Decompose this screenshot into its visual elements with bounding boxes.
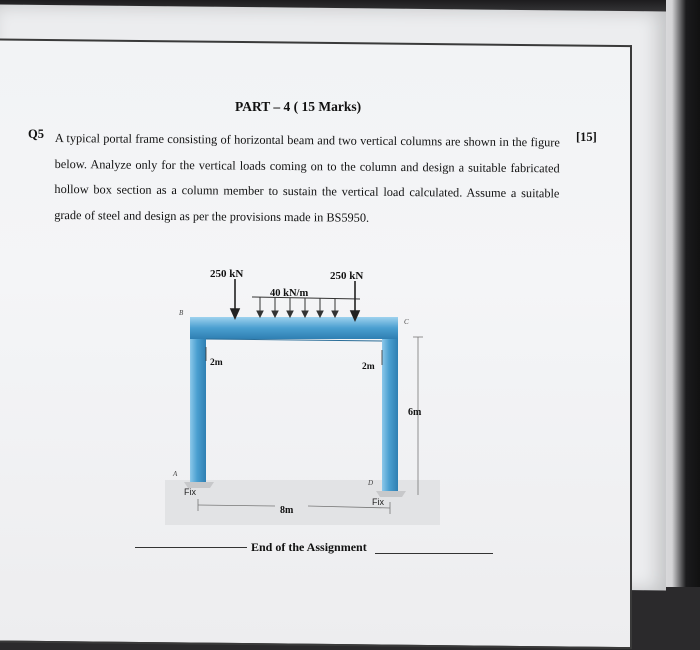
udl-label: 40 kN/m <box>270 288 309 299</box>
end-of-assignment <box>135 540 495 560</box>
part-heading: PART – 4 ( 15 Marks) <box>235 99 362 114</box>
point-load-right-label: 250 kN <box>330 270 364 282</box>
question-marks: [15] <box>576 130 597 144</box>
right-column <box>382 321 398 491</box>
node-a-label: A <box>173 470 178 478</box>
point-load-left-label: 250 kN <box>210 268 244 280</box>
dim-left-label: 2m <box>210 358 223 368</box>
dim-right-label: 2m <box>362 362 375 372</box>
height-label: 6m <box>408 407 422 418</box>
rule-right <box>375 553 493 554</box>
udl-arrows <box>252 297 360 317</box>
span-label: 8m <box>280 505 294 516</box>
portal-frame-figure <box>160 255 450 530</box>
portal-frame-diagram <box>160 255 450 530</box>
rule-left <box>135 547 247 548</box>
question-number: Q5 <box>28 127 44 141</box>
node-c-label: C <box>404 318 409 326</box>
support-left-label: Fix <box>184 487 196 497</box>
question-text: A typical portal frame consisting of horizontal beam and two vertical columns are shown in the figure below. Analyze only for the vertical loads coming on to the column and design a suitable fabricated hollow box section as a column member to sustain the vertical load calculated. Assume a suitable grade of steel and design as per the provisions made in BS5950. <box>54 130 560 225</box>
node-d-label: D <box>368 479 374 487</box>
left-column <box>190 317 206 482</box>
horizontal-beam <box>190 317 398 339</box>
point-load-arrows <box>231 279 359 320</box>
screen-edge <box>666 0 700 587</box>
end-text: End of the Assignment <box>251 540 367 554</box>
beam-edge <box>206 339 382 341</box>
node-b-label: B <box>179 309 184 317</box>
support-right-label: Fix <box>372 497 384 507</box>
